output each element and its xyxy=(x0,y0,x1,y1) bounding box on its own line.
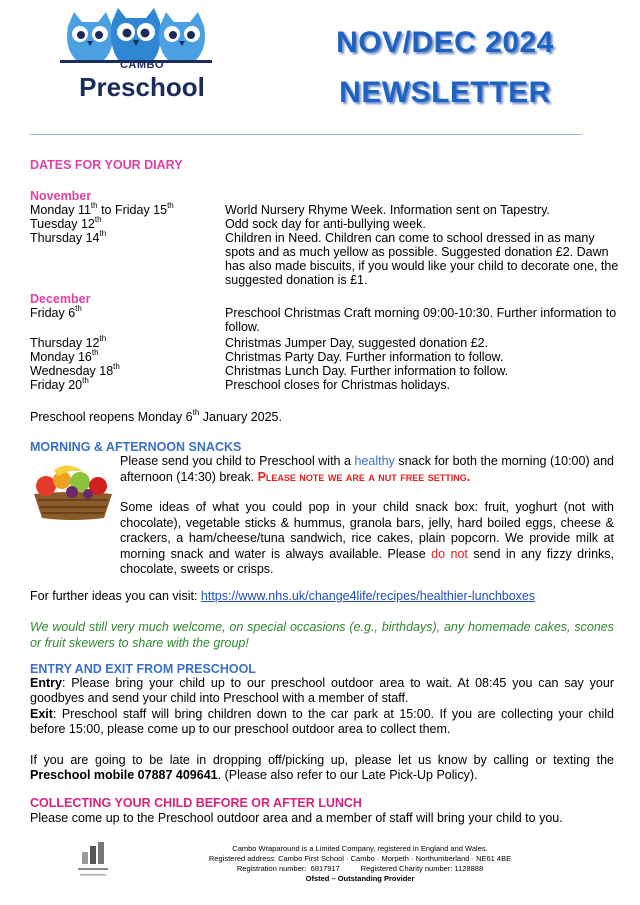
collecting-text: Please come up to the Preschool outdoor area and a member of staff will bring your child to you. xyxy=(30,811,563,825)
snacks-heading: MORNING & AFTERNOON SNACKS xyxy=(30,440,242,454)
exit-paragraph: Exit: Preschool staff will bring children down to the car park at 15:00. If you are collecting your child before 15:00, please come up to our preschool outdoor area to collect them. xyxy=(30,707,614,736)
diary-date: Friday 6th xyxy=(30,303,82,320)
diary-date: Thursday 14th xyxy=(30,228,107,245)
diary-event: Christmas Party Day. Further information to follow. xyxy=(225,350,504,364)
diary-date: Monday 16th xyxy=(30,347,99,364)
december-label: December xyxy=(30,292,91,306)
diary-event: World Nursery Rhyme Week. Information sent on Tapestry. xyxy=(225,203,550,217)
logo-text-preschool: Preschool xyxy=(79,72,205,102)
diary-event: Children in Need. Children can come to school dressed in as many spots and as much yellow as possible. Suggested donation £2. Dawn has also made biscuits, if you would like your child to decorate one, the suggested donation is £1. xyxy=(225,231,619,287)
snacks-paragraph-2: Some ideas of what you could pop in your child snack box: fruit, yoghurt (not with chocolate), vegetable sticks & hummus, granola bars, jelly, hard boiled eggs, cheese & crackers, a ham/cheese/tuna sandwich, rice cakes, plain popcorn. We provide milk at morning snack and water is always available. Please do not send in any fizzy drinks, chocolate, sweets or crisps. xyxy=(120,500,614,576)
diary-date: Wednesday 18th xyxy=(30,361,120,378)
diary-date: Monday 11th to Friday 15th xyxy=(30,200,174,217)
late-paragraph: If you are going to be late in dropping off/picking up, please let us know by calling or texting the Preschool mobile 07887 409641. (Please also refer to our Late Pick-Up Policy). xyxy=(30,753,614,782)
footer-address-line: Registered address: Cambo First School · Cambo · Morpeth · Northumberland · NE61 4BE xyxy=(208,854,512,863)
healthier-lunchboxes-link[interactable]: https://www.nhs.uk/change4life/recipes/healthier-lunchboxes xyxy=(200,589,536,603)
diary-event: Preschool Christmas Craft morning 09:00-10:30. Further information to follow. xyxy=(225,306,617,334)
november-label: November xyxy=(30,189,92,203)
collecting-heading: COLLECTING YOUR CHILD BEFORE OR AFTER LUNCH xyxy=(30,796,362,810)
ideas-line: For further ideas you can visit: https://www.nhs.uk/change4life/recipes/healthier-lunchboxes xyxy=(30,589,536,603)
fruit-basket-icon xyxy=(28,460,116,522)
diary-date: Thursday 12th xyxy=(30,333,107,350)
diary-date: Friday 20th xyxy=(30,375,89,392)
newsletter-title: NEWSLETTER xyxy=(339,76,551,109)
welcome-note: We would still very much welcome, on special occasions (e.g., birthdays), any homemade cakes, scones or fruit skewers to share with the group! xyxy=(30,620,614,650)
reopen-notice: Preschool reopens Monday 6th January 2025. xyxy=(30,407,282,424)
diary-heading: DATES FOR YOUR DIARY xyxy=(30,158,183,172)
diary-event: Christmas Lunch Day. Further information to follow. xyxy=(225,364,509,378)
logo-text-cambo: CAMBO xyxy=(119,59,165,71)
entry-paragraph: Entry: Please bring your child up to our preschool outdoor area to wait. At 08:45 you can say your goodbyes and send your child into Preschool with a member of staff. xyxy=(30,676,614,705)
snacks-paragraph-1: Please send you child to Preschool with a healthy snack for both the morning (10:00) and afternoon (14:30) break. Please note we are a nut free setting. xyxy=(120,454,614,484)
footer-registration-line: Registration number: 6817917 Registered Charity number: 1128888 xyxy=(236,864,484,873)
footer-ofsted-line: Ofsted – Outstanding Provider xyxy=(305,874,415,883)
preschool-learning-alliance-logo-icon xyxy=(72,836,114,886)
diary-date: Tuesday 12th xyxy=(30,214,102,231)
diary-event: Odd sock day for anti-bullying week. xyxy=(225,217,426,231)
diary-event: Christmas Jumper Day, suggested donation £2. xyxy=(225,336,489,350)
entry-exit-heading: ENTRY AND EXIT FROM PRESCHOOL xyxy=(30,662,256,676)
header-divider xyxy=(30,134,582,135)
diary-event: Preschool closes for Christmas holidays. xyxy=(225,378,451,392)
footer-company-line: Cambo Wraparound is a Limited Company, registered in England and Wales. xyxy=(232,844,488,853)
newsletter-title-date: NOV/DEC 2024 xyxy=(336,26,554,59)
newsletter-header xyxy=(0,0,640,140)
footer xyxy=(140,844,580,884)
